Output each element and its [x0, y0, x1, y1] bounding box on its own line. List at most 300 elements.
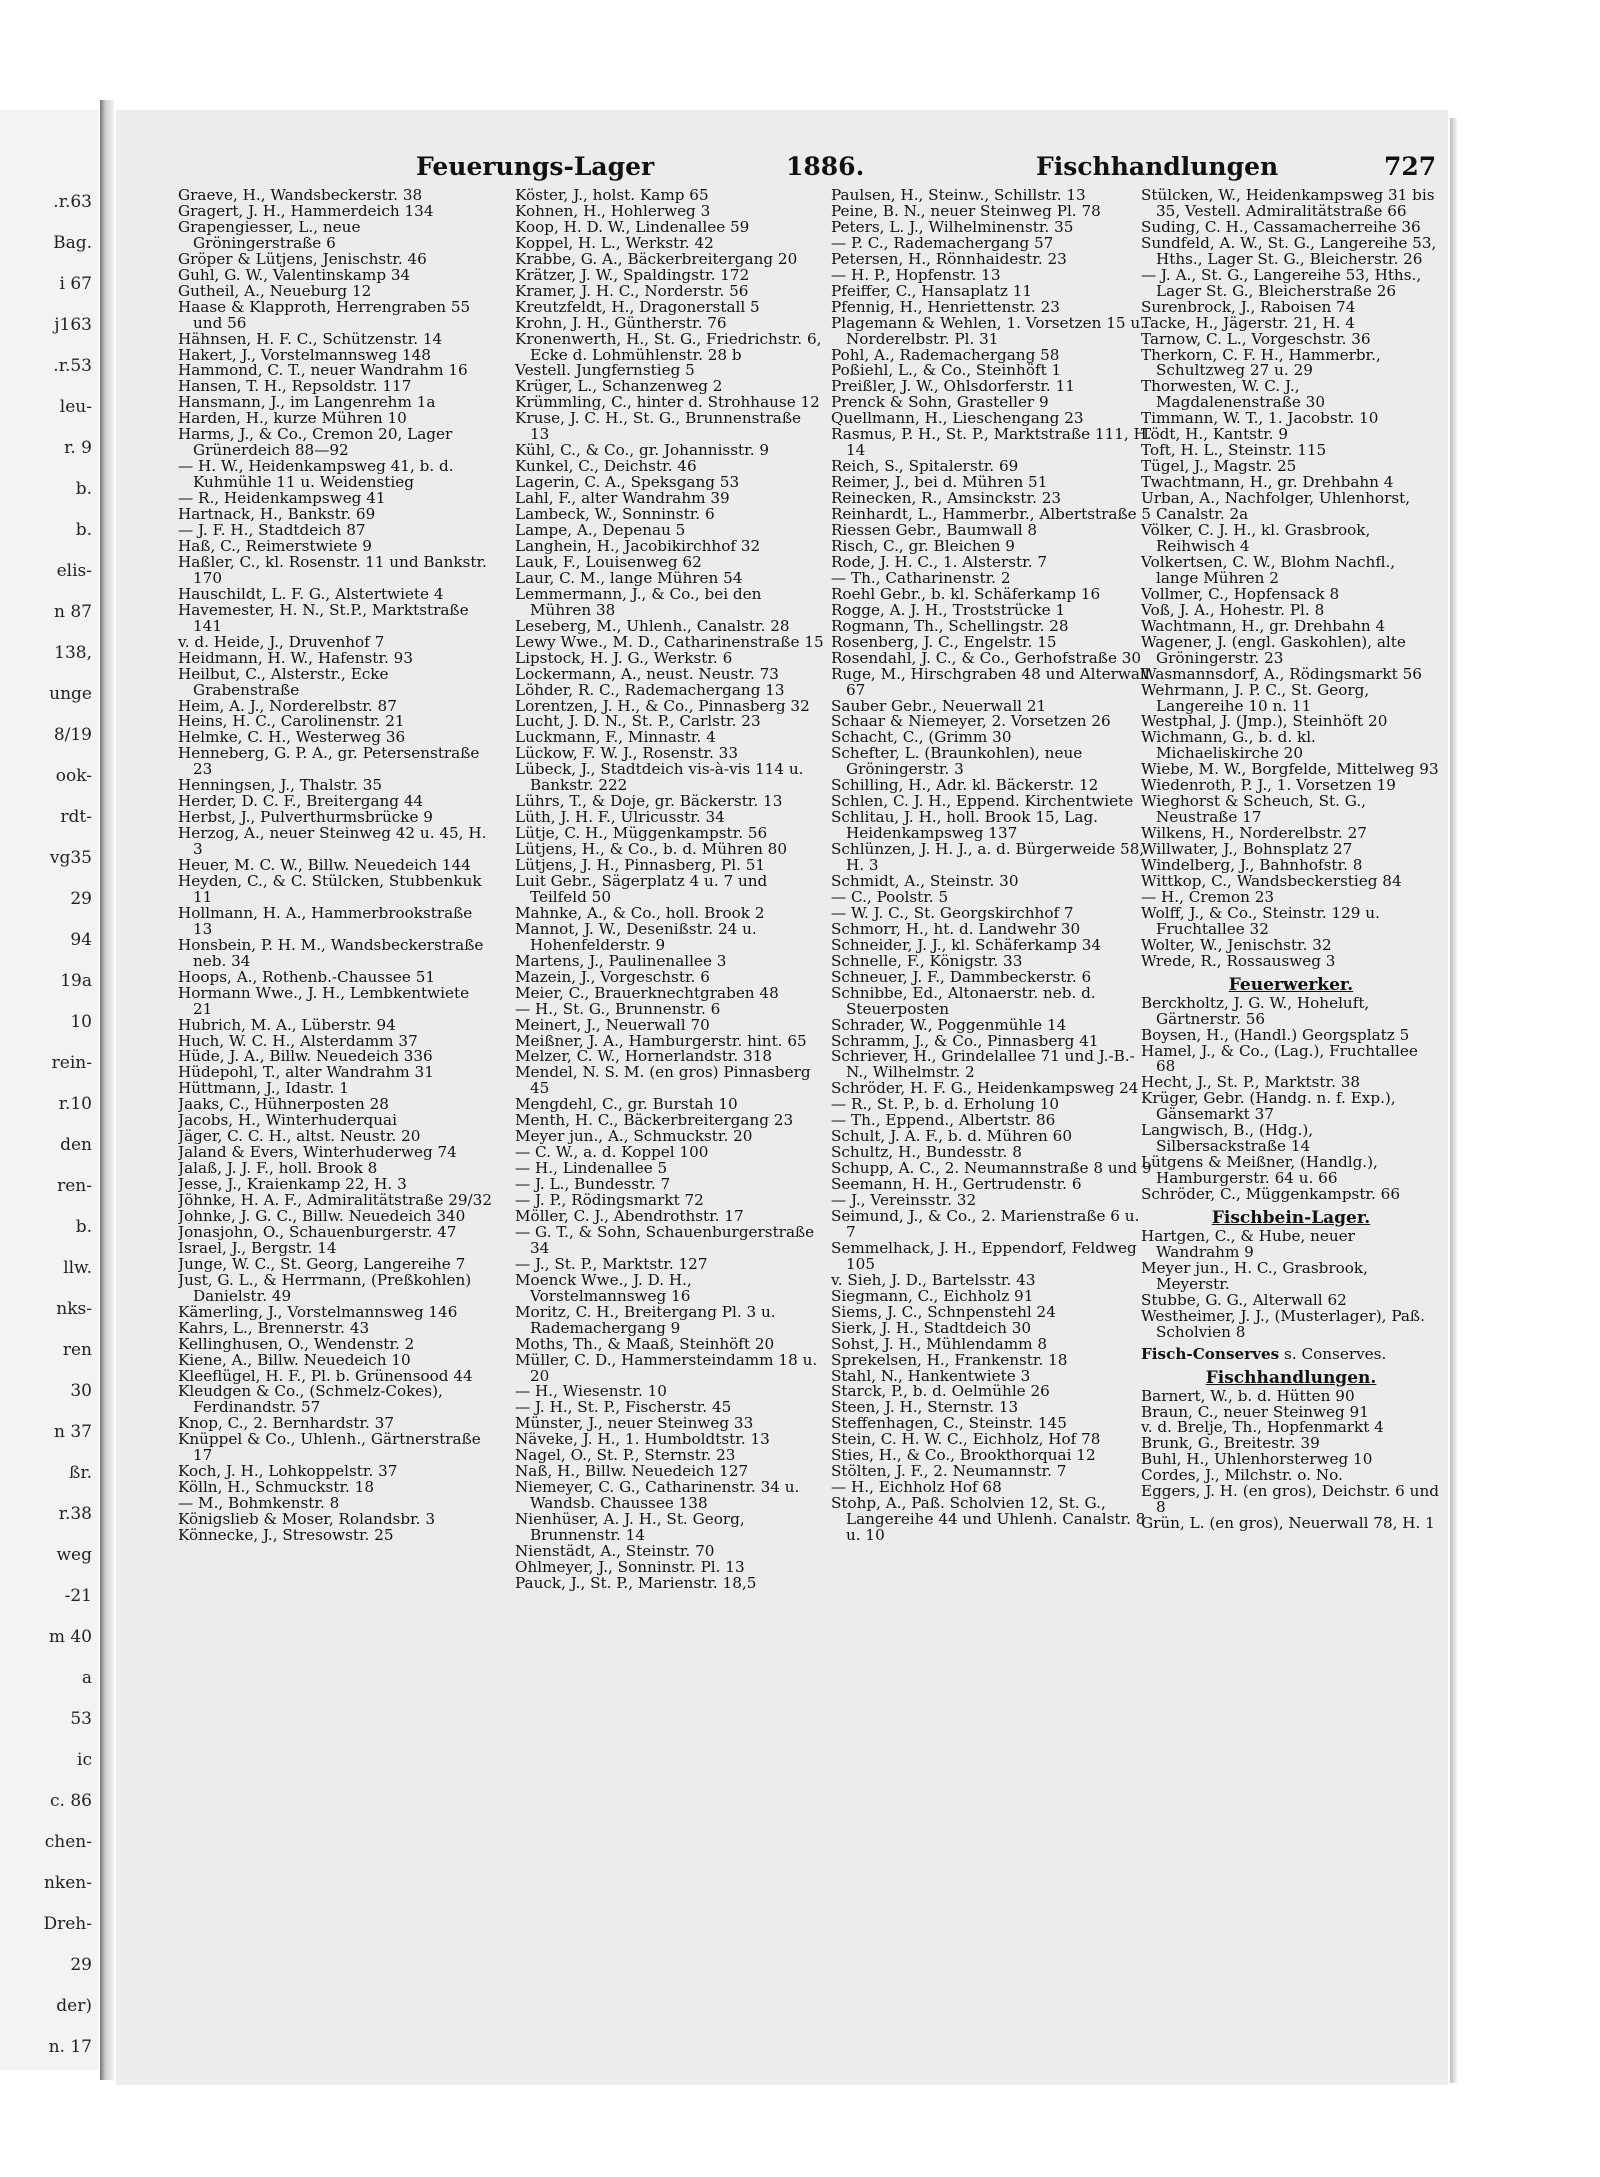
directory-entry: Schneuer, J. F., Dammbeckerstr. 6: [831, 967, 1092, 986]
previous-page-line: leu-: [59, 397, 92, 417]
directory-entry: Luckmann, F., Minnastr. 4: [515, 728, 716, 747]
directory-entry: Schröder, C., Müggenkampstr. 66: [1141, 1185, 1401, 1204]
directory-entry: Reinecken, R., Amsinckstr. 23: [831, 489, 1062, 508]
previous-page-line: vg35: [49, 848, 92, 868]
previous-page-line: b.: [75, 1217, 92, 1237]
directory-entry: Suding, C. H., Cassamacherreihe 36: [1141, 217, 1421, 236]
directory-entry: Meißner, J. A., Hamburgerstr. hint. 65: [515, 1031, 807, 1050]
directory-entry: Helmke, C. H., Westerweg 36: [178, 728, 406, 747]
directory-entry: Jaaks, C., Hühnerposten 28: [178, 1095, 389, 1114]
column-3: [831, 188, 1153, 2058]
previous-page-line: a: [81, 1668, 92, 1688]
directory-entry: v. Sieh, J. D., Bartelsstr. 43: [831, 1270, 1036, 1289]
directory-entry: Koop, H. D. W., Lindenallee 59: [515, 217, 750, 236]
directory-entry: Krabbe, G. A., Bäckerbreitergang 20: [515, 249, 798, 268]
directory-entry: Moritz, C. H., Breitergang Pl. 3 u. Rademachergang 9: [515, 1302, 776, 1337]
directory-entry: Hauschildt, L. F. G., Alstertwiete 4: [178, 584, 444, 603]
directory-entry: Meinert, J., Neuerwall 70: [515, 1015, 710, 1034]
previous-page-line: b.: [75, 520, 92, 540]
directory-entry: Haase & Klapproth, Herrengraben 55 und 56: [178, 297, 471, 332]
directory-entry: Laur, C. M., lange Mühren 54: [515, 568, 743, 587]
directory-entry: Moenck Wwe., J. D. H., Vorstelmannsweg 16: [515, 1270, 692, 1305]
directory-entry: — M., Bohmkenstr. 8: [178, 1494, 340, 1513]
directory-entry: — J. H., St. P., Fischerstr. 45: [515, 1398, 732, 1417]
previous-page-line: weg: [56, 1545, 92, 1565]
directory-entry: Ohlmeyer, J., Sonninstr. Pl. 13: [515, 1557, 745, 1576]
directory-entry: — W. J. C., St. Georgskirchhof 7: [831, 903, 1074, 922]
directory-entry: Schnibbe, Ed., Altonaerstr. neb. d. Steuerposten: [831, 983, 1096, 1018]
previous-page-line: ook-: [55, 766, 92, 786]
directory-entry: Schnelle, F., Königstr. 33: [831, 951, 1023, 970]
directory-entry: Kämerling, J., Vorstelmannsweg 146: [178, 1302, 458, 1321]
directory-entry: Hakert, J., Vorstelmannsweg 148: [178, 345, 431, 364]
directory-entry: — J. P., Rödingsmarkt 72: [515, 1191, 704, 1210]
directory-entry: Münster, J., neuer Steinweg 33: [515, 1414, 754, 1433]
previous-page-line: 30: [70, 1381, 92, 1401]
directory-entry: Näveke, J. H., 1. Humboldtstr. 13: [515, 1430, 770, 1449]
xref-term: Fisch-Conserves: [1141, 1344, 1280, 1363]
directory-entry: Löhder, R. C., Rademachergang 13: [515, 680, 785, 699]
directory-entry: Riessen Gebr., Baumwall 8: [831, 521, 1038, 540]
directory-entry: Eggers, J. H. (en gros), Deichstr. 6 und 8: [1141, 1482, 1439, 1517]
directory-entry: Rosenberg, J. C., Engelstr. 15: [831, 632, 1057, 651]
header-left-title: Feuerungs-Lager: [416, 152, 655, 181]
directory-entry: Schmorr, H., ht. d. Landwehr 30: [831, 919, 1081, 938]
directory-entry: Pohl, A., Rademachergang 58: [831, 345, 1060, 364]
directory-entry: Krohn, J. H., Güntherstr. 76: [515, 313, 727, 332]
directory-entry: Mannot, J. W., Desenißstr. 24 u. Hohenfelderstr. 9: [515, 919, 757, 954]
directory-entry: Therkorn, C. F. H., Hammerbr., Schultzweg 27 u. 29: [1141, 345, 1381, 380]
previous-page-line: n 87: [54, 602, 92, 622]
directory-entry: Schneider, J. J., kl. Schäferkamp 34: [831, 935, 1102, 954]
directory-entry: Rogmann, Th., Schellingstr. 28: [831, 616, 1069, 635]
directory-entry: Wiedenroth, P. J., 1. Vorsetzen 19: [1141, 776, 1396, 795]
previous-page-line: j163: [54, 315, 92, 335]
directory-entry: — R., St. P., b. d. Erholung 10: [831, 1095, 1060, 1114]
directory-entry: Steffenhagen, C., Steinstr. 145: [831, 1414, 1067, 1433]
directory-entry: — J. F. H., Stadtdeich 87: [178, 521, 366, 540]
directory-entry: Wehrmann, J. P. C., St. Georg, Langereihe 10 n. 11: [1141, 680, 1370, 715]
directory-entry: Krüger, Gebr. (Handg. n. f. Exp.), Gänsemarkt 37: [1141, 1089, 1396, 1124]
directory-entry: — J. L., Bundesstr. 7: [515, 1175, 671, 1194]
directory-entry: Huch, W. C. H., Alsterdamm 37: [178, 1031, 418, 1050]
directory-entry: Rogge, A. J. H., Troststrücke 1: [831, 600, 1066, 619]
directory-entry: Knüppel & Co., Uhlenh., Gärtnerstraße 17: [178, 1430, 481, 1465]
directory-entry: Möller, C. J., Abendrothstr. 17: [515, 1207, 744, 1225]
directory-entry: Schefter, L. (Braunkohlen), neue Gröningerstr. 3: [831, 744, 1083, 779]
directory-entry: Plagemann & Wehlen, 1. Vorsetzen 15 u. Norderelbstr. Pl. 31: [831, 313, 1145, 348]
directory-entry: Hartnack, H., Bankstr. 69: [178, 505, 376, 524]
directory-entry: Niemeyer, C. G., Catharinenstr. 34 u. Wandsb. Chaussee 138: [515, 1478, 800, 1513]
directory-entry: Hansen, T. H., Repsoldstr. 117: [178, 377, 412, 396]
directory-entry: Stahl, N., Hankentwiete 3: [831, 1366, 1031, 1385]
directory-entry: Grapengiesser, L., neue Gröningerstraße 6: [178, 217, 361, 252]
directory-entry: Prenck & Sohn, Grasteller 9: [831, 393, 1049, 412]
directory-entry: Jöhnke, H. A. F., Admiralitätstraße 29/32: [178, 1191, 492, 1210]
running-header: [116, 152, 1448, 186]
previous-page-line: rdt-: [60, 807, 92, 827]
directory-entry: Heins, H. C., Carolinenstr. 21: [178, 712, 405, 731]
directory-entry: Surenbrock, J., Raboisen 74: [1141, 297, 1356, 316]
directory-entry: Stubbe, G. G., Alterwall 62: [1141, 1290, 1347, 1309]
directory-entry: Westphal, J. (Jmp.), Steinhöft 20: [1141, 712, 1388, 731]
directory-entry: Hüttmann, J., Idastr. 1: [178, 1079, 349, 1098]
previous-page-line: .r.53: [53, 356, 92, 376]
directory-entry: Kohnen, H., Hohlerweg 3: [515, 201, 711, 220]
directory-entry: Westheimer, J. J., (Musterlager), Paß. Scholvien 8: [1141, 1306, 1425, 1341]
directory-entry: Pfeiffer, C., Hansaplatz 11: [831, 281, 1033, 300]
directory-entry: Lahl, F., alter Wandrahm 39: [515, 489, 730, 508]
previous-page-line: m 40: [48, 1627, 92, 1647]
directory-entry: Herder, D. C. F., Breitergang 44: [178, 792, 424, 811]
directory-entry: Harden, H., kurze Mühren 10: [178, 409, 407, 428]
directory-entry: Wagener, J. (engl. Gaskohlen), alte Gröningerstr. 23: [1141, 632, 1406, 667]
directory-entry: Kramer, J. H. C., Norderstr. 56: [515, 281, 749, 300]
header-right-title: Fischhandlungen: [1036, 152, 1279, 181]
directory-entry: Luit Gebr., Sägerplatz 4 u. 7 und Teilfeld 50: [515, 871, 768, 906]
directory-entry: Langhein, H., Jacobikirchhof 32: [515, 536, 761, 555]
directory-entry: Langwisch, B., (Hdg.), Silbersackstraße 14: [1141, 1121, 1314, 1156]
directory-entry: v. d. Brelje, Th., Hopfenmarkt 4: [1141, 1418, 1384, 1437]
directory-entry: Schacht, C., (Grimm 30: [831, 728, 1012, 747]
directory-entry: Sundfeld, A. W., St. G., Langereihe 53, Hths., Lager St. G., Bleicherstr. 26: [1141, 233, 1437, 268]
directory-entry: Sauber Gebr., Neuerwall 21: [831, 696, 1047, 715]
previous-page-line: llw.: [63, 1258, 92, 1278]
directory-entry: Heyden, C., & C. Stülcken, Stubbenkuk 11: [178, 871, 482, 906]
previous-page-line: 29: [70, 1955, 92, 1975]
directory-entry: Wiebe, M. W., Borgfelde, Mittelweg 93: [1141, 760, 1439, 779]
directory-entry: Stein, C. H. W. C., Eichholz, Hof 78: [831, 1430, 1101, 1449]
directory-entry: Schultz, H., Bundesstr. 8: [831, 1143, 1022, 1162]
directory-entry: Lütje, C. H., Müggenkampstr. 56: [515, 824, 768, 843]
directory-entry: Wolter, W., Jenischstr. 32: [1141, 935, 1332, 954]
previous-page-line: rein-: [51, 1053, 92, 1073]
directory-entry: Henningsen, J., Thalstr. 35: [178, 776, 383, 795]
directory-entry: Lemmermann, J., & Co., bei den Mühren 38: [515, 584, 762, 619]
directory-entry: Reimer, J., bei d. Mühren 51: [831, 473, 1048, 492]
directory-entry: Könnecke, J., Stresowstr. 25: [178, 1526, 394, 1545]
directory-entry: — H., Wiesenstr. 10: [515, 1382, 667, 1401]
previous-page-line: ic: [77, 1750, 92, 1770]
directory-entry: Kreutzfeldt, H., Dragonerstall 5: [515, 297, 760, 316]
directory-entry: Schlünzen, J. H. J., a. d. Bürgerweide 58, H. 3: [831, 840, 1145, 875]
directory-entry: v. d. Heide, J., Druvenhof 7: [178, 632, 385, 651]
previous-page-line: unge: [49, 684, 92, 704]
directory-entry: Kühl, C., & Co., gr. Johannisstr. 9: [515, 441, 770, 460]
directory-entry: Martens, J., Paulinenallee 3: [515, 951, 727, 970]
directory-entry: Lauk, F., Louisenweg 62: [515, 552, 702, 571]
directory-entry: Gragert, J. H., Hammerdeich 134: [178, 201, 434, 220]
directory-entry: Peine, B. N., neuer Steinweg Pl. 78: [831, 201, 1101, 220]
directory-entry: Leseberg, M., Uhlenh., Canalstr. 28: [515, 616, 790, 635]
directory-entry: Mendel, N. S. M. (en gros) Pinnasberg 45: [515, 1063, 811, 1098]
directory-entry: Cordes, J., Milchstr. o. No.: [1141, 1466, 1343, 1485]
directory-entry: Rasmus, P. H., St. P., Marktstraße 111, H. 14: [831, 425, 1152, 460]
directory-entry: Köster, J., holst. Kamp 65: [515, 188, 709, 204]
directory-entry: Meyer jun., A., Schmuckstr. 20: [515, 1127, 753, 1146]
directory-entry: Hähnsen, H. F. C., Schützenstr. 14: [178, 329, 443, 348]
directory-entry: Johnke, J. G. C., Billw. Neuedeich 340: [178, 1207, 466, 1225]
directory-entry: — H., Eichholz Hof 68: [831, 1478, 1002, 1497]
directory-entry: Seemann, H. H., Gertrudenstr. 6: [831, 1175, 1082, 1194]
directory-entry: Kiene, A., Billw. Neuedeich 10: [178, 1350, 411, 1369]
directory-entry: Naß, H., Billw. Neuedeich 127: [515, 1462, 749, 1481]
directory-entry: — C., Poolstr. 5: [831, 887, 949, 906]
directory-entry: Schramm, J., & Co., Pinnasberg 41: [831, 1031, 1099, 1050]
directory-entry: Mengdehl, C., gr. Burstah 10: [515, 1095, 738, 1114]
cross-reference-conserves: [1141, 1344, 1441, 1363]
directory-entry: Krüger, L., Schanzenweg 2: [515, 377, 723, 396]
directory-entry: Hamel, J., & Co., (Lag.), Fruchtallee 68: [1141, 1041, 1418, 1076]
directory-entry: Kleudgen & Co., (Schmelz-Cokes), Ferdinandstr. 57: [178, 1382, 443, 1417]
directory-entry: — R., Heidenkampsweg 41: [178, 489, 386, 508]
directory-entry: Herbst, J., Pulverthurmsbrücke 9: [178, 808, 433, 827]
directory-entry: Schlen, C. J. H., Eppend. Kirchentwiete: [831, 792, 1134, 811]
directory-entry: Lübeck, J., Stadtdeich vis-à-vis 114 u. Bankstr. 222: [515, 760, 804, 795]
directory-entry: Harms, J., & Co., Cremon 20, Lager Grünerdeich 88—92: [178, 425, 453, 460]
previous-page-line: r.38: [58, 1504, 92, 1524]
directory-entry: Semmelhack, J. H., Eppendorf, Feldweg 105: [831, 1238, 1137, 1273]
directory-entry: Pfennig, H., Henriettenstr. 23: [831, 297, 1060, 316]
directory-entry: Sierk, J. H., Stadtdeich 30: [831, 1318, 1032, 1337]
directory-entry: Siegmann, C., Eichholz 91: [831, 1286, 1034, 1305]
directory-entry: Israel, J., Bergstr. 14: [178, 1238, 337, 1257]
directory-entry: Wachtmann, H., gr. Drehbahn 4: [1141, 616, 1386, 635]
directory-entry: Volkertsen, C. W., Blohm Nachfl., lange Mühren 2: [1141, 552, 1396, 587]
feuerwerker-list: [1141, 993, 1441, 1204]
directory-entry: Tügel, J., Magstr. 25: [1141, 457, 1297, 476]
previous-page-line: b.: [75, 479, 92, 499]
directory-entry: Schupp, A. C., 2. Neumannstraße 8 und 9: [831, 1159, 1152, 1178]
directory-entry: Mazein, J., Vorgeschstr. 6: [515, 967, 710, 986]
directory-entry: Nagel, O., St. P., Sternstr. 23: [515, 1446, 736, 1465]
directory-entry: Hollmann, H. A., Hammerbrookstraße 13: [178, 903, 473, 938]
previous-page-line: 10: [70, 1012, 92, 1032]
directory-entry: Wrede, R., Rossausweg 3: [1141, 951, 1336, 970]
directory-entry: Schaar & Niemeyer, 2. Vorsetzen 26: [831, 712, 1111, 731]
previous-page-line: nken-: [43, 1873, 92, 1893]
previous-page-line: chen-: [44, 1832, 92, 1852]
directory-entry: Moths, Th., & Maaß, Steinhöft 20: [515, 1334, 775, 1353]
directory-entry: Sties, H., & Co., Brookthorquai 12: [831, 1446, 1096, 1465]
directory-entry: Meyer jun., H. C., Grasbrook, Meyerstr.: [1141, 1258, 1368, 1293]
directory-entry: Guhl, G. W., Valentinskamp 34: [178, 265, 411, 284]
previous-page-line: r. 9: [64, 438, 92, 458]
directory-entry: Kahrs, L., Brennerstr. 43: [178, 1318, 370, 1337]
directory-entry: Wilkens, H., Norderelbstr. 27: [1141, 824, 1367, 843]
directory-entry: Schult, J. A. F., b. d. Mühren 60: [831, 1127, 1072, 1146]
directory-entry: Lückow, F. W. J., Rosenstr. 33: [515, 744, 739, 763]
directory-entry: Kellinghusen, O., Wendenstr. 2: [178, 1334, 415, 1353]
directory-entry: Havemester, H. N., St.P., Marktstraße 141: [178, 600, 469, 635]
xref-text: s. Conserves.: [1284, 1344, 1387, 1363]
previous-page-line: 8/19: [53, 725, 92, 745]
directory-entry: Hammond, C. T., neuer Wandrahm 16: [178, 361, 468, 380]
directory-entry: Lambeck, W., Sonninstr. 6: [515, 505, 715, 524]
directory-entry: Graeve, H., Wandsbeckerstr. 38: [178, 188, 423, 204]
directory-entry: Paulsen, H., Steinw., Schillstr. 13: [831, 188, 1086, 204]
directory-entry: Reich, S., Spitalerstr. 69: [831, 457, 1019, 476]
previous-page-line: -21: [64, 1586, 92, 1606]
directory-entry: Roehl Gebr., b. kl. Schäferkamp 16: [831, 584, 1101, 603]
directory-entry: Boysen, H., (Handl.) Georgsplatz 5: [1141, 1025, 1410, 1044]
directory-entry: Poßiehl, L., & Co., Steinhöft 1: [831, 361, 1062, 380]
previous-page-line: r.10: [58, 1094, 92, 1114]
directory-entry: Kölln, H., Schmuckstr. 18: [178, 1478, 375, 1497]
directory-entry: Koch, J. H., Lohkoppelstr. 37: [178, 1462, 398, 1481]
directory-entry: Brunk, G., Breitestr. 39: [1141, 1434, 1320, 1453]
directory-entry: Lipstock, H. J. G., Werkstr. 6: [515, 648, 733, 667]
column-2: [515, 188, 825, 2058]
directory-entry: Braun, C., neuer Steinweg 91: [1141, 1402, 1369, 1421]
directory-entry: Jäger, C. C. H., altst. Neustr. 20: [178, 1127, 421, 1146]
directory-entry: Henneberg, G. P. A., gr. Petersenstraße 23: [178, 744, 480, 779]
directory-entry: Toft, H. L., Steinstr. 115: [1141, 441, 1327, 460]
directory-entry: Menth, H. C., Bäckerbreitergang 23: [515, 1111, 794, 1130]
directory-entry: Hubrich, M. A., Lüberstr. 94: [178, 1015, 396, 1034]
previous-page-line: 19a: [60, 971, 92, 991]
directory-entry: Starck, P., b. d. Oelmühle 26: [831, 1382, 1050, 1401]
directory-entry: Stülcken, W., Heidenkampsweg 31 bis 35, Vestell. Admiralitätstraße 66: [1141, 188, 1435, 220]
directory-entry: Koppel, H. L., Werkstr. 42: [515, 233, 714, 252]
directory-entry: — H. W., Heidenkampsweg 41, b. d. Kuhmühle 11 u. Weidenstieg: [178, 457, 454, 492]
fischbein-list: [1141, 1229, 1441, 1341]
directory-entry: Hormann Wwe., J. H., Lembkentwiete 21: [178, 983, 470, 1018]
directory-entry: Risch, C., gr. Bleichen 9: [831, 536, 1015, 555]
directory-entry: Knop, C., 2. Bernhardstr. 37: [178, 1414, 395, 1433]
directory-entry: Rosendahl, J. C., & Co., Gerhofstraße 30: [831, 648, 1142, 667]
previous-page-line: n 37: [54, 1422, 92, 1442]
directory-entry: Vestell. Jungfernstieg 5: [515, 361, 695, 380]
directory-entry: Schröder, H. F. G., Heidenkampsweg 24: [831, 1079, 1139, 1098]
directory-entry: Kleeflügel, H. F., Pl. b. Grünensood 44: [178, 1366, 473, 1385]
directory-entry: Reinhardt, L., Hammerbr., Albertstraße 5: [831, 505, 1152, 524]
directory-entry: Barnert, W., b. d. Hütten 90: [1141, 1386, 1355, 1405]
directory-entry: Junge, W. C., St. Georg, Langereihe 7: [178, 1254, 466, 1273]
directory-entry: — C. W., a. d. Koppel 100: [515, 1143, 709, 1162]
directory-entry: Lütgens & Meißner, (Handlg.), Hamburgerstr. 64 u. 66: [1141, 1153, 1378, 1188]
directory-entry: Lewy Wwe., M. D., Catharinenstraße 15: [515, 632, 824, 651]
section-title-fischhandlungen: Fischhandlungen.: [1205, 1367, 1377, 1388]
directory-entry: Kronenwerth, H., St. G., Friedrichstr. 6, Ecke d. Lohmühlenstr. 28 b: [515, 329, 822, 364]
previous-page-line: c. 86: [50, 1791, 92, 1811]
directory-entry: Peters, L. J., Wilhelminenstr. 35: [831, 217, 1074, 236]
column-1: [178, 188, 493, 2058]
directory-entry: Seimund, J., & Co., 2. Marienstraße 6 u. 7: [831, 1207, 1140, 1241]
previous-page-line: 94: [70, 930, 92, 950]
previous-page-line: der): [56, 1996, 92, 2016]
previous-page-line: 29: [70, 889, 92, 909]
directory-entry: Tödt, H., Kantstr. 9: [1141, 425, 1288, 444]
directory-entry: — Th., Eppend., Albertstr. 86: [831, 1111, 1056, 1130]
directory-entry: Gröper & Lütjens, Jenischstr. 46: [178, 249, 427, 268]
previous-page-line: i 67: [59, 274, 92, 294]
directory-entry: Meier, C., Brauerknechtgraben 48: [515, 983, 779, 1002]
directory-entry: Lütjens, J. H., Pinnasberg, Pl. 51: [515, 856, 766, 875]
directory-entry: Lockermann, A., neust. Neustr. 73: [515, 664, 779, 683]
directory-entry: — Th., Catharinenstr. 2: [831, 568, 1011, 587]
directory-entry: — J. A., St. G., Langereihe 53, Hths., Lager St. G., Bleicherstraße 26: [1141, 265, 1422, 300]
previous-page-line: 53: [70, 1709, 92, 1729]
directory-entry: Kruse, J. C. H., St. G., Brunnenstraße 13: [515, 409, 801, 444]
directory-entry: Völker, C. J. H., kl. Grasbrook, Reihwisch 4: [1141, 521, 1371, 555]
directory-entry: Wieghorst & Scheuch, St. G., Neustraße 17: [1141, 792, 1366, 827]
directory-entry: Lagerin, C. A., Speksgang 53: [515, 473, 740, 492]
previous-page-line: ren: [62, 1340, 92, 1360]
directory-entry: Willwater, J., Bohnsplatz 27: [1141, 840, 1353, 859]
directory-entry: Hecht, J., St. P., Marktstr. 38: [1141, 1073, 1361, 1092]
directory-entry: Grün, L. (en gros), Neuerwall 78, H. 1: [1141, 1514, 1435, 1533]
directory-entry: Quellmann, H., Lieschengang 23: [831, 409, 1084, 428]
directory-entry: Melzer, C. W., Hornerlandstr. 318: [515, 1047, 773, 1066]
directory-entry: — H., Lindenallee 5: [515, 1159, 668, 1178]
directory-entry: Heilbut, C., Alsterstr., Ecke Grabenstraße: [178, 664, 389, 699]
directory-entry: Windelberg, J., Bahnhofstr. 8: [1141, 856, 1363, 875]
fischhandlungen-list: [1141, 1386, 1441, 1533]
directory-entry: Heidmann, H. W., Hafenstr. 93: [178, 648, 413, 667]
directory-entry: Nienhüser, A. J. H., St. Georg, Brunnenstr. 14: [515, 1510, 745, 1545]
directory-entry: Tarnow, C. L., Vorgeschstr. 36: [1141, 329, 1371, 348]
previous-page-line: den: [60, 1135, 92, 1155]
directory-entry: Hüde, J. A., Billw. Neuedeich 336: [178, 1047, 433, 1066]
previous-page-line: nks-: [56, 1299, 92, 1319]
directory-entry: Petersen, H., Rönnhaidestr. 23: [831, 249, 1067, 268]
directory-entry: Lührs, T., & Doje, gr. Bäckerstr. 13: [515, 792, 783, 811]
directory-entry: Wichmann, G., b. d. kl. Michaeliskirche 20: [1141, 728, 1316, 763]
directory-entry: Lütjens, H., & Co., b. d. Mühren 80: [515, 840, 788, 859]
directory-entry: Haßler, C., kl. Rosenstr. 11 und Bankstr. 170: [178, 552, 487, 587]
directory-entry: Schlitau, J. H., holl. Brook 15, Lag. Heidenkampsweg 137: [831, 808, 1098, 843]
directory-entry: Siems, J. C., Schnpenstehl 24: [831, 1302, 1056, 1321]
previous-page-fragment: [0, 110, 98, 2070]
previous-page-line: 138,: [54, 643, 92, 663]
directory-entry: Tacke, H., Jägerstr. 21, H. 4: [1141, 313, 1355, 332]
directory-entry: Pauck, J., St. P., Marienstr. 18,5: [515, 1573, 757, 1592]
page-number: 727: [1384, 152, 1437, 181]
directory-entry: Königslieb & Moser, Rolandsbr. 3: [178, 1510, 435, 1529]
directory-entry: Heim, A. J., Norderelbstr. 87: [178, 696, 397, 715]
directory-entry: Voß, J. A., Hohestr. Pl. 8: [1141, 600, 1325, 619]
section-title-fischbein: Fischbein-Lager.: [1211, 1208, 1371, 1229]
previous-page-line: .r.63: [53, 192, 92, 212]
column-4: [1141, 188, 1441, 2058]
previous-page-line: ßr.: [68, 1463, 92, 1483]
header-year: 1886.: [786, 152, 865, 181]
directory-entry: Jalaß, J. J. F., holl. Brook 8: [178, 1159, 378, 1178]
directory-entry: Vollmer, C., Hopfensack 8: [1141, 584, 1340, 603]
directory-entry: Schilling, H., Adr. kl. Bäckerstr. 12: [831, 776, 1099, 795]
directory-entry: Berckholtz, J. G. W., Hoheluft, Gärtnerstr. 56: [1141, 993, 1370, 1028]
directory-entry: Mahnke, A., & Co., holl. Brook 2: [515, 903, 765, 922]
directory-entry: — J., St. P., Marktstr. 127: [515, 1254, 708, 1273]
directory-entry: Lüth, J. H. F., Ulricusstr. 34: [515, 808, 725, 827]
directory-entry: — J., Vereinsstr. 32: [831, 1191, 977, 1210]
directory-entry: — G. T., & Sohn, Schauenburgerstraße 34: [515, 1222, 815, 1257]
directory-entry: Just, G. L., & Herrmann, (Preßkohlen) Danielstr. 49: [178, 1270, 472, 1305]
directory-entry: Sohst, J. H., Mühlendamm 8: [831, 1334, 1047, 1353]
directory-entry: Müller, C. D., Hammersteindamm 18 u. 20: [515, 1350, 818, 1385]
directory-entry: Hüdepohl, T., alter Wandrahm 31: [178, 1063, 434, 1082]
previous-page-line: Dreh-: [43, 1914, 92, 1934]
directory-entry: Preißler, J. W., Ohlsdorferstr. 11: [831, 377, 1075, 396]
section-title-feuerwerker: Feuerwerker.: [1228, 974, 1354, 995]
directory-entry: — H. P., Hopfenstr. 13: [831, 265, 1001, 284]
directory-entry: — H., St. G., Brunnenstr. 6: [515, 999, 721, 1018]
directory-entry: Wittkop, C., Wandsbeckerstieg 84: [1141, 871, 1402, 890]
previous-page-line: n. 17: [48, 2037, 92, 2057]
directory-entry: Wasmannsdorf, A., Rödingsmarkt 56: [1141, 664, 1422, 683]
directory-entry: Steen, J. H., Sternstr. 13: [831, 1398, 1019, 1417]
